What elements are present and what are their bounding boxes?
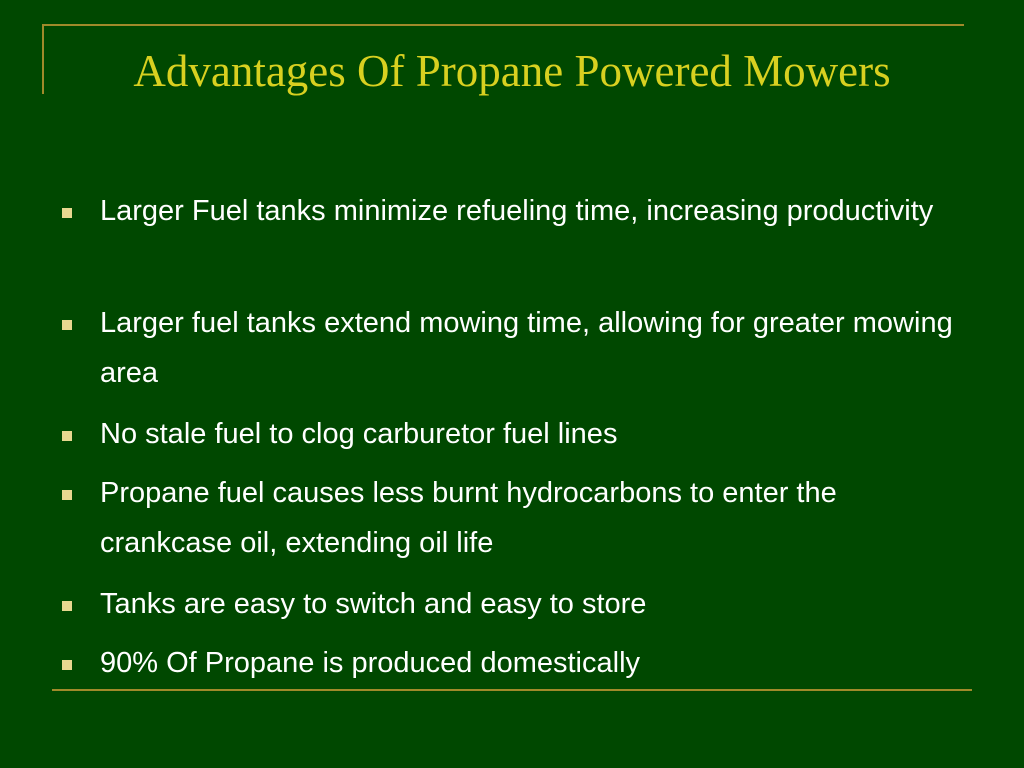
- slide-title: Advantages Of Propane Powered Mowers: [133, 46, 891, 96]
- square-bullet-icon: [62, 320, 72, 330]
- square-bullet-icon: [62, 601, 72, 611]
- bullet-text: Larger fuel tanks extend mowing time, allowing for greater mowing area: [100, 307, 953, 389]
- square-bullet-icon: [62, 208, 72, 218]
- bullet-text: 90% Of Propane is produced domestically: [100, 647, 641, 679]
- bullet-text: Tanks are easy to switch and easy to store: [100, 588, 647, 620]
- bullet-text: No stale fuel to clog carburetor fuel lines: [100, 418, 618, 450]
- bottom-border-line: [52, 689, 972, 691]
- square-bullet-icon: [62, 660, 72, 670]
- bullet-text: Larger Fuel tanks minimize refueling time, increasing productivity: [100, 195, 934, 227]
- left-border-line: [42, 24, 44, 94]
- top-border-line: [42, 24, 964, 26]
- square-bullet-icon: [62, 490, 72, 500]
- bullet-text: Propane fuel causes less burnt hydrocarbons to enter the crankcase oil, extending oil life: [100, 477, 837, 559]
- square-bullet-icon: [62, 431, 72, 441]
